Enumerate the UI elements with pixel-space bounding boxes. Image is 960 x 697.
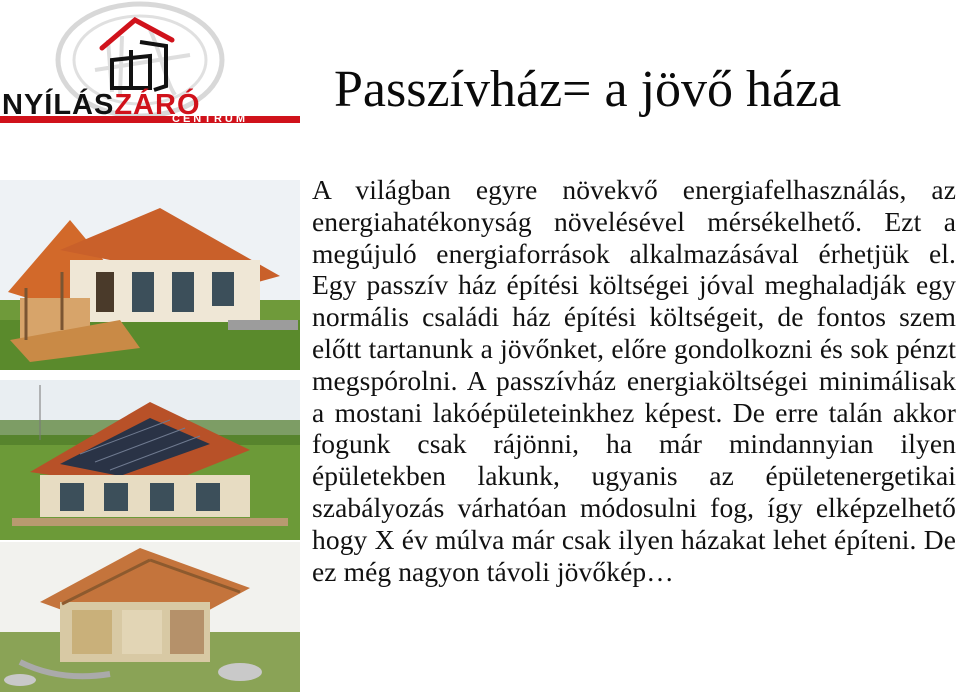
house-render-1: [0, 180, 300, 370]
logo-subtitle: CENTRUM: [172, 113, 248, 125]
house-render-2: [0, 380, 300, 540]
slide-title: Passzívház= a jövő háza: [334, 61, 842, 118]
house-cutaway-render: [0, 542, 300, 692]
logo-brand-text: NYÍLÁSZÁRÓ: [2, 89, 201, 121]
slide-body-text: A világban egyre növekvő energiafelhasználás, az energiahatékonyság növelésével mérsékelhető. Ezt a megújuló energiaforrások alkalmazásával érhetjük el. Egy passzív ház építési költségei jóval meghaladják egy normális családi ház építési költségeit, de fontos szem előtt tartanunk a jövőnket, előre gondolkozni és sok pénzt megspórolni. A passzívház energiaköltségei minimálisak a mostani lakóépületeinkhez képest. De erre talán akkor fogunk csak rájönni, ha már mindannyian ilyen épületekben lakunk, ugyanis az épületenergetikai szabályozás várhatóan módosulni fog, így elképzelhető hogy X év múlva már csak ilyen házakat lehet építeni. De ez még nagyon távoli jövőkép…: [312, 174, 956, 587]
company-logo: [0, 0, 300, 140]
house-images: [0, 180, 300, 692]
